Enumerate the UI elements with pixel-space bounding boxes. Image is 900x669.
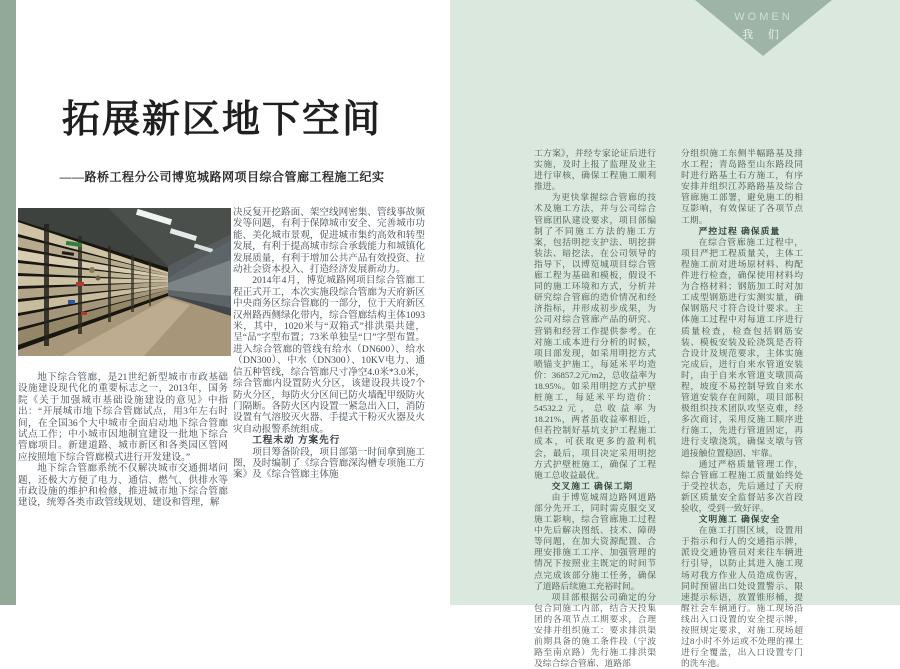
- paragraph: 由于博览城周边路网道路部分先开工，同时需克服交叉施工影响，综合管廊施工过程中先后解决图纸、技术、障碍等问题，在加大资源配置、合理安排施工工序、加强管理的情况下按照业主既定的时间节点完成该部分施工任务，确保了道路后续施工充裕时间。: [534, 491, 656, 591]
- paragraph: 通过严格质量管理工作，综合管廊工程施工质量始终处于受控状态，先后通过了天府新区质量安全监督站多次首段验收，受到一致好评。: [681, 458, 803, 513]
- women-corner-tab: [695, 0, 832, 58]
- paragraph: 项目部根据公司确定的分包合同施工内部，结合天投集团的各项节点工期要求，合理安排并组织施工：要求排洪渠前期具备的施工条件段（宁波路至南京路）先行施工排洪渠及综合综合管廊、道路部: [534, 591, 656, 669]
- text-column-left-2: [233, 207, 425, 481]
- left-page: [16, 0, 450, 605]
- text-column-right-1: [534, 148, 656, 669]
- article-title: 拓展新区地下空间: [61, 99, 382, 141]
- section-heading: 严控过程 确保质量: [698, 225, 781, 236]
- masthead-label-en: WOMEN: [734, 11, 793, 23]
- text-column-right-2: [681, 148, 803, 669]
- tunnel-photo: [18, 208, 231, 356]
- right-page: [450, 0, 900, 669]
- tunnel-photo-graphic: [18, 208, 231, 356]
- paragraph: 在综合管廊施工过程中，项目严把工程质量关，主体工程施工前对进场原材料、构配件进行检查，确保使用材料均为合格材料；钢筋加工时对加工成型钢筋进行实测实量，确保钢筋尺寸符合设计要求。主体施工过程中对每道工序进行质量检查，检查包括钢筋安装、模板安装及砼浇筑是否符合设计及规范要求，主体实施完成后，进行自来水管道安装时，由于自来水管道支墩顶高程，坡度不易控制导致自来水管道安装存在间隙，项目部积极组织技术团队攻坚克难，经多次商讨，采用反施工顺序进行施工，先进行管道固定，再进行支墩浇筑，确保支墩与管道接触位置稳固、牢靠。: [681, 236, 803, 458]
- section-heading: 交叉施工 确保工期: [551, 480, 634, 491]
- paragraph: 工方案》，并经专家论证后进行实施，及时上报了监理及业主进行审核，确保工程施工顺利推进。: [534, 148, 656, 192]
- text-column-left-1: [18, 372, 228, 509]
- article-subtitle: ——路桥工程分公司博览城路网项目综合管廊工程施工纪实: [59, 170, 385, 184]
- paragraph: 分组织施工东侧半幅路基及排水工程；青岛路至山东路段同时进行路基土石方施工，有序安排并组织江苏路路基及综合管廊施工部署，避免施工的相互影响，有效保证了各项节点工期。: [681, 148, 803, 225]
- paragraph: 为更快掌握综合管廊的技术及施工方法，并与公司综合管廊团队建设要求，项目部编制了不同施工方法的施工方案，包括明挖支护法、明挖拼装法、暗挖法，在公司领导的指导下，以博览城项目综合管廊工程为基础和模板，假设不同的施工环境和方式，分析并研究综合管廊的造价情况和经济指标，并形成初步成果，为公司对综合管廊产品的研究、营销和经营工作提供参考。在对施工成本进行分析的时候，项目部发现，如采用明挖方式喷锚支护施工，每延米平均造价：36857.2元/m2，总收益率为18.95%。如采用明挖方式护壁桩施工，每延米平均造价：54532.2元，总收益率为18.21%，两者虽收益率相近，但若控制好基坑支护工程施工成本，可获取更多的盈利机会，最后，项目决定采用明挖方式护壁桩施工，确保了工程施工总收益最优。: [534, 192, 656, 480]
- left-edge-strip: [0, 0, 16, 605]
- section-heading: 工程未动 方案先行: [252, 435, 341, 447]
- paragraph: 2014年4月，博览城路网项目综合管廊工程正式开工，本次实施段综合管廊为天府新区中央商务区综合管廊的一部分，位于天府新区汉州路西侧绿化带内，综合管廊结构主体1093米，其中，1020米与“双箱式”排洪渠共建，呈“品”字型布置；73米单独呈“口”字型布置。进入综合管廊的管线有给水（DN600）、给水（DN300）、中水（DN300）、10KV电力、通信五种管线，综合管廊尺寸净空4.0米*3.0米，综合管廊内设置防火分区，该建设段共设7个防火分区，每防火分区间已防火墙配甲级防火门隔断。各防火区内设置一紧急出入口，消防设置有气溶胶灭火器、手提式干粉灭火器及火灾自动报警系统组成。: [233, 275, 425, 435]
- section-heading: 文明施工 确保安全: [698, 514, 781, 525]
- masthead-label-zh: 我 们: [742, 29, 785, 41]
- paragraph: 决反复开挖路面、架空线网密集、管线事故频发等问题，有利于保障城市安全、完善城市功能、美化城市景观，促进城市集约高效和转型发展，有利于提高城市综合承载能力和城镇化发展质量，有利于增加公共产品有效投资、拉动社会资本投入、打造经济发展新动力。: [233, 207, 425, 276]
- paragraph: 项目筹备阶段，项目部第一时间拿到施工图，及时编制了《综合管廊深沟槽专项施工方案》及《综合管廊主体施: [233, 446, 425, 481]
- paragraph: 地下综合管廊系统不仅解决城市交通拥堵问题，还极大方便了电力、通信、燃气、供排水等市政设施的维护和检修，推进城市地下综合管廊建设，统筹各类市政管线规划、建设和管理，解: [18, 463, 228, 509]
- paragraph: 在施工打围区域，设置用于指示和行人的交通指示牌，派设交通协管员对来往车辆进行引导，以防止其进入施工现场对我方作业人员造成伤害，同时预留出口处设置警示、限速提示标语，放置锥形桶，提醒社会车辆通行。施工现场沿线出入口设置的安全提示牌，按照规定要求，对施工现场超过8小时不外运或不处理的裸土进行全覆盖，出入口设置专门的洗车池。: [681, 525, 803, 669]
- paragraph: 地下综合管廊，是21世纪新型城市市政基础设施建设现代化的重要标志之一，2013年，国务院《关于加强城市基础设施建设的意见》中指出：“开展城市地下综合管廊试点，用3年左右时间，在全国36个大中城市全面启动地下综合管廊试点工作；中小城市因地制宜建设一批地下综合管廊项目。新建道路、城市新区和各类园区管网应按照地下综合管廊模式进行开发建设。”: [18, 372, 228, 463]
